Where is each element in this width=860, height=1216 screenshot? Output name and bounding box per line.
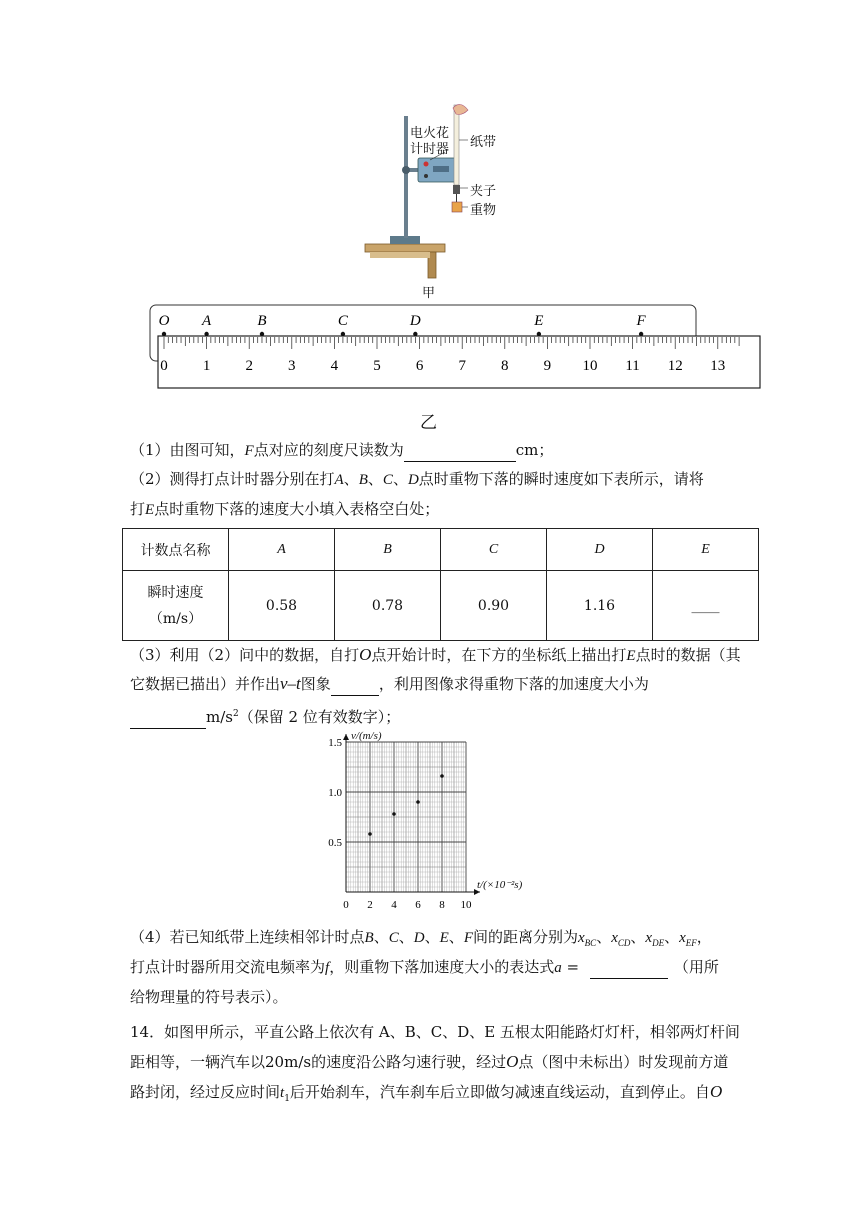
q14-text-b: 距相等，一辆汽车以 (130, 1053, 266, 1071)
q4-text-d: ，则重物下落加速度大小的表达式 (329, 958, 555, 976)
q2-var-d: D (407, 472, 419, 488)
table-cell: 0.58 (229, 571, 335, 641)
q3-unit: m/s (206, 708, 233, 726)
ruler-number: 9 (543, 358, 552, 374)
ruler-number: 1 (202, 358, 211, 374)
q3-graph-blank[interactable] (331, 673, 379, 696)
q14-var-t-sub: 1 (284, 1094, 290, 1104)
ruler-number: 3 (288, 358, 296, 374)
q3-var-e: E (626, 648, 636, 664)
table-row-label (123, 571, 229, 641)
q4-answer-blank[interactable] (590, 956, 668, 979)
vt-chart-svg (320, 730, 540, 920)
q14-text-e: 路封闭，经过反应时间 (130, 1083, 281, 1101)
y-axis-arrow (343, 734, 349, 740)
velocity-table (122, 528, 759, 641)
timer-label-2: 计时器 (410, 142, 450, 157)
question-3-line2 (130, 673, 649, 696)
q4-var-f: f (325, 960, 330, 976)
tape-point-label: O (158, 313, 170, 329)
q4-var: B (364, 930, 374, 946)
q14-text-a: 14．如图甲所示，平直公路上依次有 A、B、C、D、E 五根太阳能路灯灯杆，相邻两灯杆间 (130, 1023, 740, 1041)
tape-dot (260, 332, 264, 336)
weight-label: 重物 (470, 203, 497, 218)
ruler-number: 12 (667, 358, 683, 374)
table-cell-answer[interactable]: ____ (653, 571, 759, 641)
table-point: C (441, 529, 547, 571)
table-point: D (547, 529, 653, 571)
q2-var-e: E (145, 502, 155, 518)
ruler-number: 13 (710, 358, 726, 374)
q1-answer-blank[interactable] (404, 439, 516, 462)
q4-text-f: （用所 (673, 958, 719, 976)
timer-label-1: 电火花 (410, 126, 450, 141)
q14-text-f: 后开始刹车，汽车刹车后立即做匀减速直线运动，直到停止。自 (289, 1083, 710, 1101)
q3-text-b: 点开始计时，在下方的坐标纸上描出打 (371, 646, 627, 664)
x-tick-label: 0 (343, 899, 349, 911)
q14-text-d: 点（图中未标出）时发现前方道 (518, 1053, 729, 1071)
question-1 (130, 439, 553, 462)
tape-dot (413, 332, 417, 336)
question-3-line1 (130, 644, 741, 667)
q4-text-c: 打点计时器所用交流电频率为 (130, 958, 326, 976)
question-4-line1: （4）若已知纸带上连续相邻计时点B、C、D、E、F间的距离分别为$x_{BC}$、$x_{CD}$、$x_{DE}$、$x_{EF}$， (130, 928, 712, 948)
q4-dist: $x_{CD}$ (611, 930, 631, 948)
table-header-label: 计数点名称 (123, 529, 229, 571)
y-tick-label: 1.0 (328, 787, 342, 799)
q2-var-a: A (334, 472, 344, 488)
q3-var-vt: v–t (280, 674, 301, 693)
tape-point-label: F (636, 313, 646, 329)
ruler-number: 5 (373, 358, 381, 374)
figure-caption-yi: 乙 (420, 413, 437, 433)
tape-dot (162, 332, 166, 336)
tape-dot (639, 332, 643, 336)
ruler-number: 8 (501, 358, 509, 374)
q14-var-o2: O (709, 1082, 723, 1101)
question-4-line2 (130, 956, 719, 979)
ruler-number: 2 (245, 358, 253, 374)
q4-text-a: （4）若已知纸带上连续相邻计时点 (130, 928, 365, 946)
q2-var-c: C (382, 472, 393, 488)
q4-dist: $x_{BC}$ (578, 930, 597, 948)
q2-text-c: 打 (130, 500, 146, 518)
question-14-line1 (130, 1021, 740, 1043)
q3-text-e: 图象 (300, 675, 331, 693)
q4-dist: $x_{DE}$ (645, 930, 665, 948)
ruler-number: 0 (160, 358, 168, 374)
q3-answer-blank[interactable] (130, 706, 206, 729)
apparatus-figure (360, 100, 500, 305)
data-point (368, 832, 372, 836)
table-point: E (653, 529, 759, 571)
row-label-2: （m/s） (148, 610, 203, 627)
q4-dist-sub: CD (617, 938, 631, 948)
q2-text-a: （2）测得打点计时器分别在打 (130, 470, 335, 488)
ruler-number: 4 (330, 358, 339, 374)
q14-speed: 20m/s (265, 1053, 312, 1071)
q1-var: F (244, 443, 254, 459)
q14-var-t: t (280, 1085, 285, 1101)
q4-var: F (463, 930, 473, 946)
tape-point-label: B (257, 313, 267, 329)
table-value-row (123, 571, 759, 641)
table-header-row (123, 529, 759, 571)
question-3-line3 (130, 703, 400, 729)
q14-text-c: 的速度沿公路匀速行驶，经过 (311, 1053, 507, 1071)
q4-dist: $x_{EF}$ (679, 930, 697, 948)
x-tick-label: 6 (415, 899, 421, 911)
ruler-number: 10 (582, 358, 598, 374)
question-14-line3 (130, 1081, 722, 1110)
data-point (392, 812, 396, 816)
tape-dot (204, 332, 208, 336)
tape-label: 纸带 (470, 135, 497, 150)
question-4-line3 (130, 986, 288, 1008)
q4-dist-sub: EF (685, 938, 697, 948)
question-2-line1: （2）测得打点计时器分别在打A、B、C、D点时重物下落的瞬时速度如下表所示，请将 (130, 470, 704, 488)
q3-text-d: 它数据已描出）并作出 (130, 675, 281, 693)
ruler-figure (148, 300, 764, 392)
q4-dist-sub: DE (652, 938, 665, 948)
q3-text-c: 点时的数据（其 (635, 646, 741, 664)
q2-text-d: 点时重物下落的速度大小填入表格空白处； (154, 500, 440, 518)
x-tick-label: 2 (367, 899, 373, 911)
clip-label: 夹子 (470, 184, 497, 199)
q3-unit-sup: 2 (232, 709, 239, 719)
vt-chart (320, 730, 540, 920)
row-label-1: 瞬时速度 (147, 584, 204, 601)
question-2-line2 (130, 498, 439, 521)
q4-var: C (388, 930, 399, 946)
vt-x-axis-label: t/(×10⁻²s) (477, 879, 523, 891)
data-point (416, 800, 420, 804)
ruler-number: 6 (415, 358, 424, 374)
q4-text-e: = (561, 958, 584, 976)
x-tick-label: 4 (391, 899, 397, 911)
q4-var: D (413, 930, 425, 946)
q4-text-g: 给物理量的符号表示）。 (130, 988, 288, 1006)
q3-var-o: O (359, 645, 372, 664)
tape-point-label: E (534, 313, 544, 329)
table-cell: 0.78 (335, 571, 441, 641)
y-tick-label: 1.5 (328, 737, 342, 749)
ruler-number: 11 (625, 358, 640, 374)
table-point: B (335, 529, 441, 571)
ruler-number: 7 (458, 358, 466, 374)
q4-var-a: a (554, 960, 562, 976)
q3-text-a: （3）利用（2）问中的数据，自打 (130, 646, 360, 664)
q2-var-b: B (358, 472, 368, 488)
x-tick-label: 8 (439, 899, 445, 911)
q4-text-b: 间的距离分别为 (472, 928, 578, 946)
q4-var: E (439, 930, 449, 946)
q1-mid: 点对应的刻度尺读数为 (253, 441, 404, 459)
data-point (440, 774, 444, 778)
q14-var-o: O (506, 1052, 519, 1071)
q2-text-b: 点时重物下落的瞬时速度如下表所示，请将 (418, 470, 704, 488)
tape-point-label: A (202, 313, 212, 329)
table-cell: 0.90 (441, 571, 547, 641)
figure-caption-jia: 甲 (422, 286, 436, 301)
tape-dot (537, 332, 541, 336)
question-14-line2 (130, 1051, 728, 1073)
q3-text-f: ，利用图像求得重物下落的加速度大小为 (378, 675, 649, 693)
q1-suffix: cm； (515, 441, 554, 459)
q4-dist-sub: BC (584, 938, 597, 948)
table-cell: 1.16 (547, 571, 653, 641)
y-tick-label: 0.5 (328, 837, 342, 849)
x-tick-label: 10 (460, 899, 472, 911)
vt-y-axis-label: v/(m/s) (351, 730, 382, 742)
tape-dot (341, 332, 345, 336)
q3-text-g: （保留 2 位有效数字）； (238, 708, 401, 726)
tape-point-label: D (409, 313, 421, 329)
tape-point-label: C (337, 313, 348, 329)
q1-prefix: （1）由图可知， (130, 441, 245, 459)
table-point: A (229, 529, 335, 571)
ruler-drawing (148, 300, 764, 392)
